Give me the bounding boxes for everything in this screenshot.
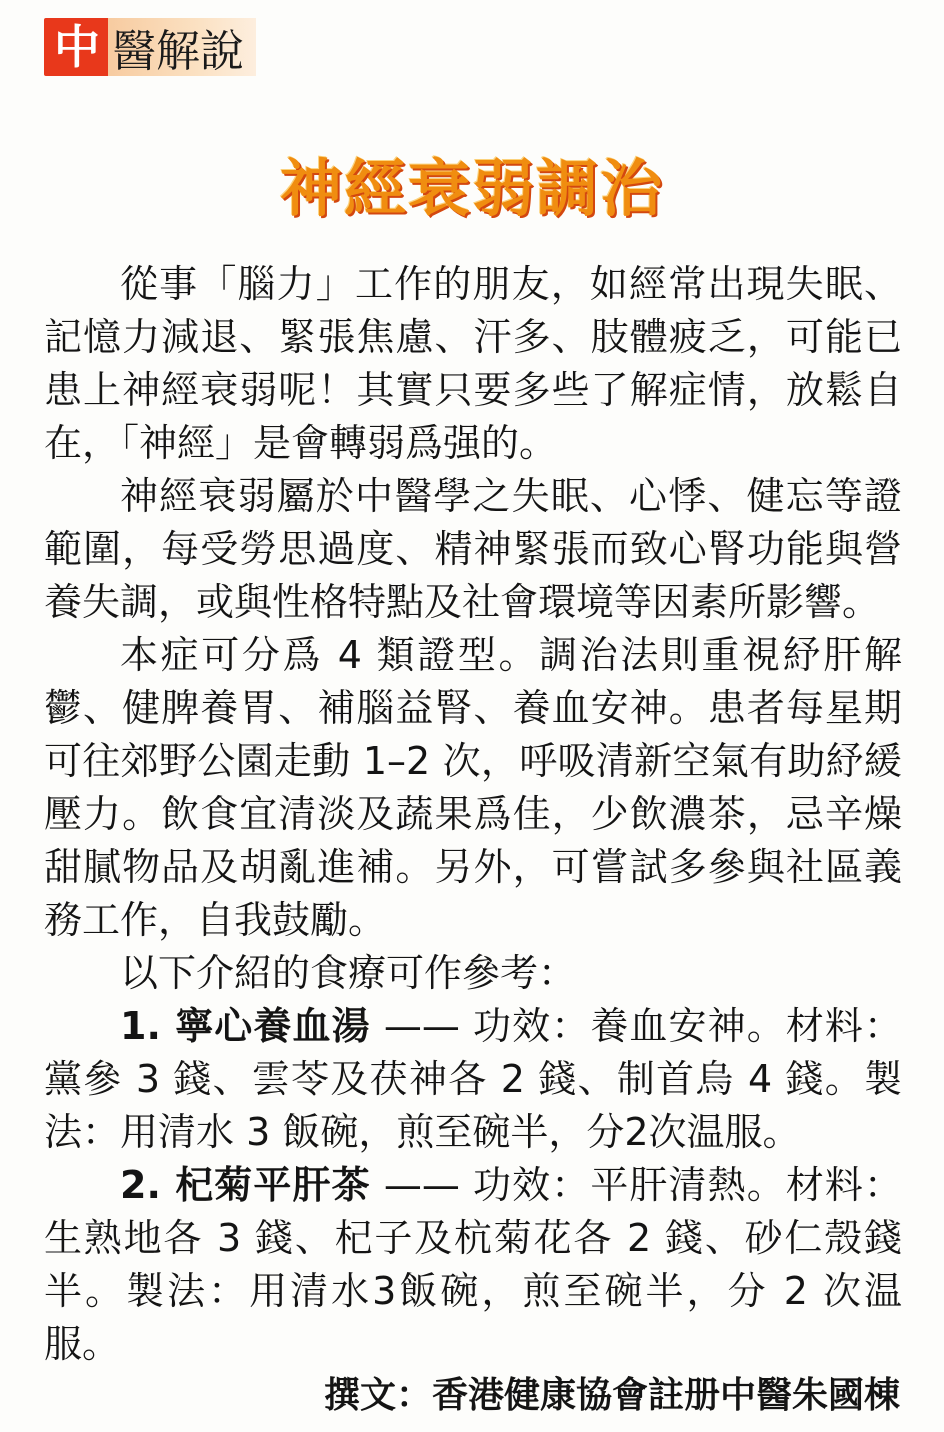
recipe-item: [44, 1000, 902, 1159]
column-badge: 中: [44, 18, 110, 76]
recipe-name: 2. 杞菊平肝茶: [120, 1163, 371, 1207]
article-body: [44, 258, 902, 1371]
article-title: 神經衰弱調治: [279, 152, 664, 225]
column-tag: [44, 18, 256, 76]
recipe-text: —— 功效：養血安神。材料：黨參 3 錢、雲苓及茯神各 2 錢、制首烏 4 錢。製法：用清水 3 飯碗，煎至碗半，分2次温服。: [44, 1004, 902, 1154]
paragraph-recipes-intro: 以下介紹的食療可作參考：: [120, 951, 577, 995]
recipe-text: —— 功效：平肝清熱。材料：生熟地各 3 錢、杞子及杭菊花各 2 錢、砂仁殼錢半。製法：用清水3飯碗，煎至碗半，分 2 次温服。: [44, 1163, 902, 1366]
column-label: 醫解說: [108, 18, 256, 76]
byline: 撰文：香港健康協會註册中醫朱國棟: [323, 1375, 900, 1416]
paragraph-scope: 神經衰弱屬於中醫學之失眠、心悸、健忘等證範圍，每受勞思過度、精神緊張而致心腎功能與營養失調，或與性格特點及社會環境等因素所影響。: [44, 474, 902, 624]
paragraph-treatment: 本症可分爲 4 類證型。調治法則重視紓肝解鬱、健脾養胃、補腦益腎、養血安神。患者每星期可往郊野公園走動 1–2 次，呼吸清新空氣有助紓緩壓力。飲食宜清淡及蔬果爲佳，少飲濃茶，忌辛燥甜膩物品及胡亂進補。另外，可嘗試多參與社區義務工作，自我鼓勵。: [44, 633, 902, 942]
recipe-name: 1. 寧心養血湯: [120, 1004, 371, 1048]
paragraph-intro: 從事「腦力」工作的朋友，如經常出現失眠、記憶力減退、緊張焦慮、汗多、肢體疲乏，可能已患上神經衰弱呢！其實只要多些了解症情，放鬆自在，「神經」是會轉弱爲强的。: [44, 262, 902, 465]
recipe-item: [44, 1159, 902, 1371]
